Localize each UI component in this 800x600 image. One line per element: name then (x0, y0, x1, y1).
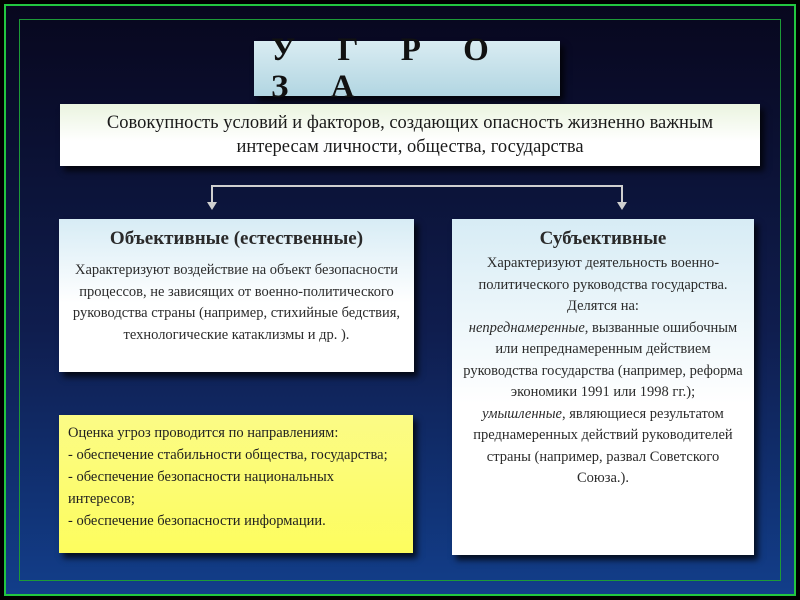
intended-text: , являющиеся результатом преднамеренных действий руководителей страны (например, развал Советского Союза.). (473, 405, 733, 486)
intended-term: умышленные (482, 405, 562, 422)
objective-heading: Объективные (естественные) (109, 228, 364, 249)
subjective-description (460, 253, 746, 490)
subjective-threats-card (452, 219, 754, 555)
unintended-term: непреднамеренные (468, 319, 585, 336)
assessment-item: - обеспечение стабильности общества, государства; (68, 447, 388, 463)
definition-box (60, 104, 760, 166)
subjective-divided-label: Делятся на: (567, 298, 639, 314)
objective-description: Характеризуют воздействие на объект безопасности процессов, не зависящих от военно-политического руководства страны (например, стихийные бедствия, технологические катаклизмы и др. ). (72, 262, 401, 343)
definition-text: Совокупность условий и факторов, создающих опасность жизненно важным интересам личности, общества, государства (106, 113, 714, 157)
title-box (254, 31, 560, 105)
assessment-item: - обеспечение безопасности информации. (68, 513, 326, 529)
subjective-heading: Субъективные (539, 228, 667, 249)
assessment-intro: Оценка угроз проводится по направлениям: (68, 425, 339, 441)
slide-title: У Г Р О З А (271, 31, 506, 105)
intended-paragraph (460, 404, 746, 490)
unintended-paragraph (460, 318, 746, 404)
unintended-text: , вызванные ошибочным или непреднамеренным действием руководства государства (например, реформа экономики 1991 или 1998 гг.); (463, 319, 743, 400)
assessment-item: - обеспечение безопасности национальных интересов; (68, 469, 335, 507)
subjective-intro: Характеризуют деятельность военно-политического руководства государства. (478, 255, 728, 293)
assessment-note-box (59, 415, 413, 553)
objective-threats-card (59, 219, 414, 372)
